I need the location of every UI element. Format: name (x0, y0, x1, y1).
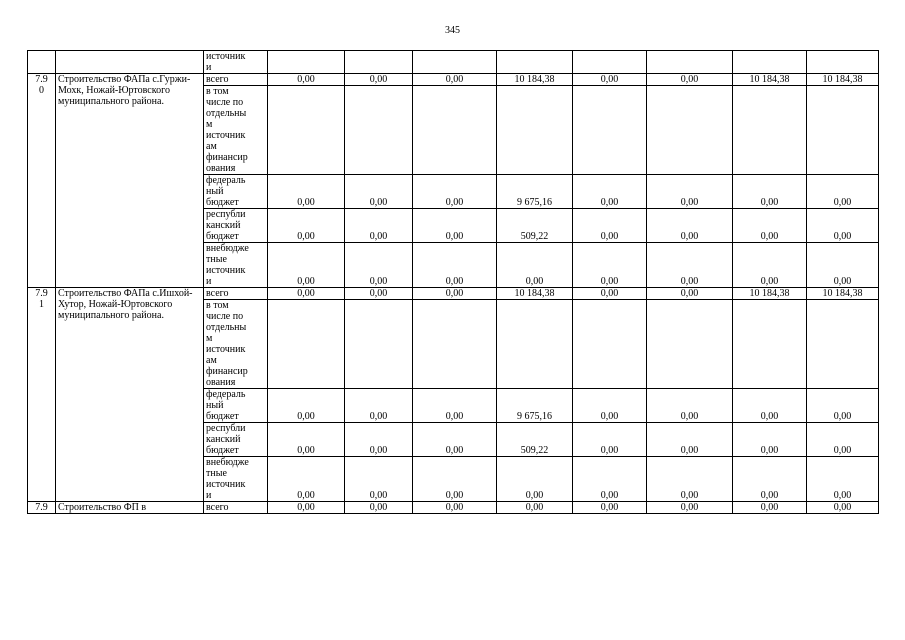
value-cell: 0,00 (268, 74, 345, 86)
value-cell: 0,00 (268, 423, 345, 457)
value-cell: 0,00 (345, 175, 413, 209)
value-cell (345, 86, 413, 175)
value-cell: 0,00 (733, 209, 807, 243)
value-cell: 0,00 (807, 243, 879, 288)
value-cell: 0,00 (413, 209, 497, 243)
value-cell: 0,00 (268, 209, 345, 243)
value-cell: 0,00 (807, 175, 879, 209)
table-row (28, 288, 879, 300)
value-cell (268, 86, 345, 175)
value-cell (268, 300, 345, 389)
value-cell: 0,00 (413, 175, 497, 209)
value-cell: 0,00 (807, 209, 879, 243)
value-cell: 0,00 (573, 457, 647, 502)
value-cell: 0,00 (497, 502, 573, 514)
value-cell: 0,00 (807, 389, 879, 423)
value-cell (573, 86, 647, 175)
index-cell: 7.9 (28, 502, 56, 514)
value-cell: 9 675,16 (497, 389, 573, 423)
source-cell: в том числе по отдельны м источник ам финансир ования (204, 300, 268, 389)
source-cell: в том числе по отдельны м источник ам финансир ования (204, 86, 268, 175)
value-cell: 10 184,38 (497, 74, 573, 86)
value-cell (807, 86, 879, 175)
value-cell (807, 51, 879, 74)
value-cell: 0,00 (807, 502, 879, 514)
value-cell: 0,00 (268, 457, 345, 502)
value-cell: 10 184,38 (807, 288, 879, 300)
value-cell: 10 184,38 (807, 74, 879, 86)
value-cell: 0,00 (647, 209, 733, 243)
value-cell: 0,00 (268, 502, 345, 514)
value-cell: 10 184,38 (497, 288, 573, 300)
value-cell: 0,00 (268, 175, 345, 209)
value-cell: 0,00 (413, 288, 497, 300)
value-cell: 0,00 (345, 74, 413, 86)
table-row (28, 502, 879, 514)
value-cell: 10 184,38 (733, 288, 807, 300)
object-cell (56, 51, 204, 74)
value-cell: 0,00 (573, 74, 647, 86)
value-cell: 0,00 (497, 457, 573, 502)
value-cell: 0,00 (807, 457, 879, 502)
value-cell: 0,00 (573, 502, 647, 514)
source-cell: внебюдже тные источник и (204, 457, 268, 502)
value-cell (733, 51, 807, 74)
value-cell (497, 300, 573, 389)
value-cell: 0,00 (345, 243, 413, 288)
source-cell: источник и (204, 51, 268, 74)
source-cell: всего (204, 74, 268, 86)
source-cell: федераль ный бюджет (204, 175, 268, 209)
value-cell: 0,00 (573, 423, 647, 457)
value-cell: 0,00 (497, 243, 573, 288)
value-cell: 509,22 (497, 423, 573, 457)
value-cell (413, 300, 497, 389)
value-cell: 0,00 (413, 423, 497, 457)
value-cell (413, 51, 497, 74)
value-cell: 0,00 (573, 288, 647, 300)
source-cell: республи канский бюджет (204, 209, 268, 243)
value-cell (413, 86, 497, 175)
value-cell: 0,00 (345, 502, 413, 514)
value-cell: 0,00 (647, 389, 733, 423)
value-cell: 10 184,38 (733, 74, 807, 86)
value-cell: 0,00 (268, 243, 345, 288)
value-cell: 509,22 (497, 209, 573, 243)
value-cell: 9 675,16 (497, 175, 573, 209)
value-cell (268, 51, 345, 74)
value-cell (573, 51, 647, 74)
value-cell: 0,00 (413, 389, 497, 423)
value-cell (573, 300, 647, 389)
value-cell (733, 86, 807, 175)
value-cell: 0,00 (647, 502, 733, 514)
value-cell: 0,00 (647, 74, 733, 86)
value-cell: 0,00 (413, 457, 497, 502)
value-cell: 0,00 (345, 389, 413, 423)
value-cell (647, 86, 733, 175)
object-cell: Строительство ФАПа с.Ишхой-Хутор, Ножай-Юртовского муниципального района. (56, 288, 204, 502)
value-cell (345, 300, 413, 389)
source-cell: внебюдже тные источник и (204, 243, 268, 288)
value-cell: 0,00 (345, 423, 413, 457)
value-cell: 0,00 (345, 288, 413, 300)
value-cell: 0,00 (733, 457, 807, 502)
value-cell: 0,00 (647, 288, 733, 300)
value-cell (733, 300, 807, 389)
index-cell: 7.9 1 (28, 288, 56, 502)
value-cell: 0,00 (573, 209, 647, 243)
value-cell: 0,00 (733, 243, 807, 288)
value-cell (497, 86, 573, 175)
value-cell: 0,00 (268, 288, 345, 300)
table-row (28, 51, 879, 74)
value-cell: 0,00 (268, 389, 345, 423)
value-cell: 0,00 (573, 175, 647, 209)
value-cell (807, 300, 879, 389)
value-cell: 0,00 (733, 389, 807, 423)
value-cell: 0,00 (733, 175, 807, 209)
value-cell: 0,00 (573, 389, 647, 423)
budget-table (27, 50, 879, 514)
object-cell: Строительство ФП в (56, 502, 204, 514)
value-cell: 0,00 (647, 457, 733, 502)
source-cell: всего (204, 288, 268, 300)
value-cell: 0,00 (807, 423, 879, 457)
value-cell: 0,00 (647, 175, 733, 209)
value-cell (345, 51, 413, 74)
value-cell: 0,00 (647, 243, 733, 288)
value-cell: 0,00 (573, 243, 647, 288)
source-cell: всего (204, 502, 268, 514)
value-cell (497, 51, 573, 74)
value-cell: 0,00 (733, 502, 807, 514)
value-cell: 0,00 (413, 502, 497, 514)
index-cell: 7.9 0 (28, 74, 56, 288)
value-cell: 0,00 (413, 74, 497, 86)
value-cell: 0,00 (647, 423, 733, 457)
value-cell: 0,00 (733, 423, 807, 457)
value-cell (647, 51, 733, 74)
object-cell: Строительство ФАПа с.Гуржи-Мохк, Ножай-Юртовского муниципального района. (56, 74, 204, 288)
value-cell: 0,00 (345, 457, 413, 502)
value-cell: 0,00 (413, 243, 497, 288)
table-row (28, 74, 879, 86)
value-cell (647, 300, 733, 389)
page-number: 345 (445, 25, 460, 36)
source-cell: федераль ный бюджет (204, 389, 268, 423)
value-cell: 0,00 (345, 209, 413, 243)
source-cell: республи канский бюджет (204, 423, 268, 457)
index-cell (28, 51, 56, 74)
